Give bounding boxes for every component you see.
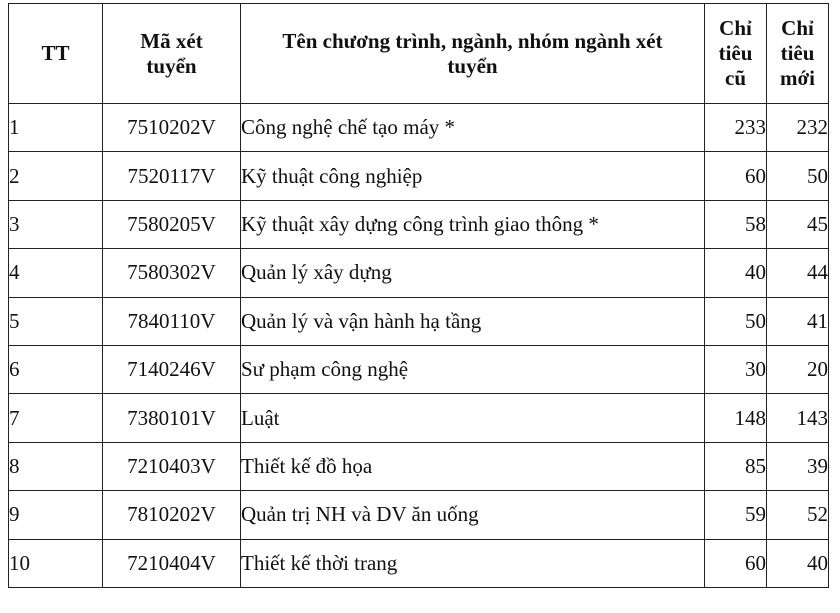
new-quota: 143 [767,394,829,442]
row-number: 8 [9,442,103,490]
program-name: Công nghệ chế tạo máy * [241,104,705,152]
new-quota: 232 [767,104,829,152]
row-number: 9 [9,491,103,539]
new-quota: 44 [767,249,829,297]
header-name-label: Tên chương trình, ngành, nhóm ngành xét tuyển [282,28,663,78]
row-number: 5 [9,297,103,345]
program-name: Quản trị NH và DV ăn uống [241,491,705,539]
row-number: 1 [9,104,103,152]
header-new-quota [767,4,829,104]
program-name: Thiết kế đồ họa [241,442,705,490]
header-old-quota [705,4,767,104]
header-code-label: Mã xét tuyển [140,28,203,78]
new-quota: 50 [767,152,829,200]
new-quota: 41 [767,297,829,345]
admission-code: 7520117V [103,152,241,200]
old-quota: 30 [705,345,767,393]
row-number: 4 [9,249,103,297]
table-row [9,104,829,152]
old-quota: 60 [705,152,767,200]
program-name: Kỹ thuật công nghiệp [241,152,705,200]
new-quota: 40 [767,539,829,587]
table-row [9,297,829,345]
program-name: Quản lý xây dựng [241,249,705,297]
old-quota: 85 [705,442,767,490]
table-row [9,152,829,200]
header-code [103,4,241,104]
admission-code: 7810202V [103,491,241,539]
new-quota: 39 [767,442,829,490]
admission-code: 7840110V [103,297,241,345]
admission-code: 7580302V [103,249,241,297]
row-number: 6 [9,345,103,393]
header-name [241,4,705,104]
table-row [9,345,829,393]
admission-code: 7140246V [103,345,241,393]
old-quota: 50 [705,297,767,345]
row-number: 3 [9,200,103,248]
program-name: Quản lý và vận hành hạ tầng [241,297,705,345]
admission-code: 7210404V [103,539,241,587]
old-quota: 148 [705,394,767,442]
new-quota: 20 [767,345,829,393]
admission-code: 7210403V [103,442,241,490]
admission-code: 7510202V [103,104,241,152]
table-row [9,394,829,442]
header-new-quota-label: Chỉ tiêu mới [780,16,815,90]
table-row [9,491,829,539]
old-quota: 60 [705,539,767,587]
admission-code: 7380101V [103,394,241,442]
program-name: Sư phạm công nghệ [241,345,705,393]
old-quota: 40 [705,249,767,297]
table-row [9,249,829,297]
program-name: Luật [241,394,705,442]
row-number: 7 [9,394,103,442]
header-row [9,4,829,104]
header-old-quota-label: Chỉ tiêu cũ [718,16,753,90]
table-row [9,539,829,587]
quota-table [8,3,829,588]
old-quota: 59 [705,491,767,539]
row-number: 2 [9,152,103,200]
row-number: 10 [9,539,103,587]
table-row [9,200,829,248]
new-quota: 52 [767,491,829,539]
header-tt: TT [9,4,103,104]
admission-code: 7580205V [103,200,241,248]
program-name: Kỹ thuật xây dựng công trình giao thông * [241,200,705,248]
table-row [9,442,829,490]
old-quota: 233 [705,104,767,152]
program-name: Thiết kế thời trang [241,539,705,587]
old-quota: 58 [705,200,767,248]
new-quota: 45 [767,200,829,248]
